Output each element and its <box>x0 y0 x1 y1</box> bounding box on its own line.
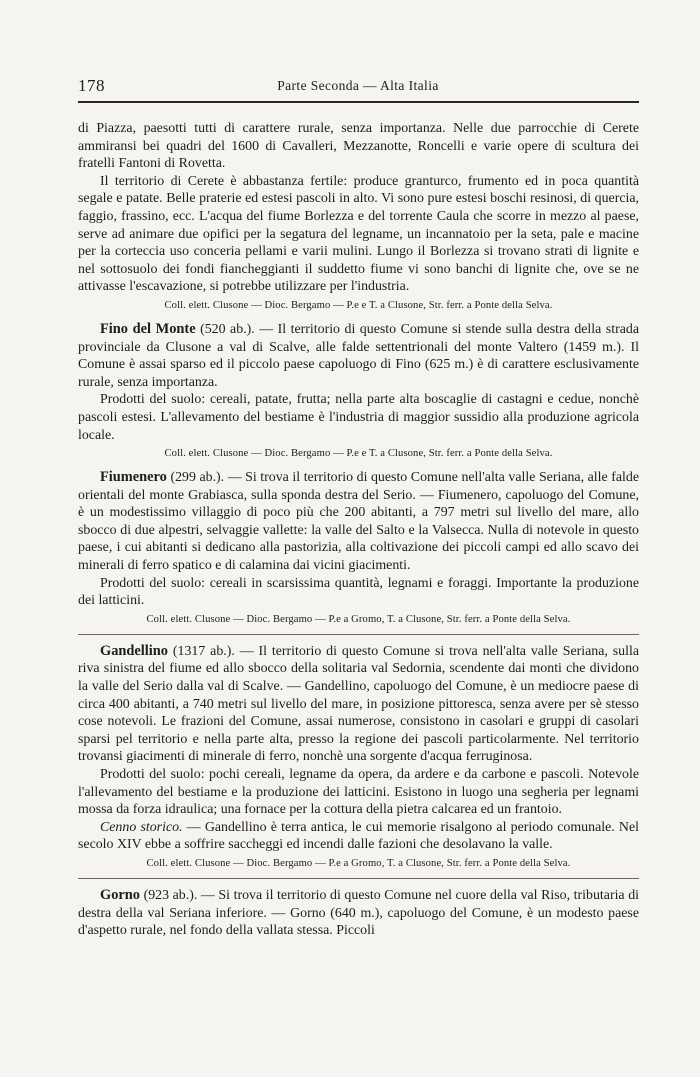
cenno-storico-text: — Gandellino è terra antica, le cui memorie risalgono al periodo comunale. Nel secolo XIV ebbe a soffrire saccheggi ed incendi dalle fazioni che desolavano la valle. <box>78 819 639 853</box>
entry-info-line: Coll. elett. Clusone — Dioc. Bergamo — P.e e T. a Clusone, Str. ferr. a Ponte della Selva. <box>164 448 553 460</box>
cenno-storico-label: Cenno storico. <box>100 819 183 835</box>
entry-gorno <box>78 887 639 940</box>
page-body <box>78 120 639 940</box>
paragraph: Il territorio di Cerete è abbastanza fertile: produce granturco, frumento ed in poca quantità segale e patate. Belle praterie ed estesi pascoli in alto. Vi sono pure estesi boschi resinosi, di quercia, faggio, frassino, ecc. L'acqua del fiume Borlezza e del torrente Caula che scorre in mezzo al paese, serve ad animare due opifici per la segatura del legname, un incannatoio per la seta, pale e macine per la corteccia uso conceria pellami e varii mulini. Lungo il Borlezza si trovano strati di lignite e nel sottosuolo dei fondi fiancheggianti il suddetto fiume vi sono banchi di lignite che, ove se ne attivasse l'escavazione, si potrebbe utilizzare per l'industria. <box>78 173 639 295</box>
entry-text: (299 ab.). — Si trova il territorio di questo Comune nell'alta valle Seriana, alle falde orientali del monte Grabiasca, sulla sponda destra del Serio. — Fiumenero, capoluogo del Comune, è un modestissimo villaggio di poco più che 200 abitanti, a 797 metri sul livello del mare, allo sbocco di due alpestri, selvaggie vallette: la valle del Salto e la Valsecca. Nulla di notevole in questo paese, i cui abitanti si dedicano alla pastorizia, alla coltivazione dei piccoli campi ed allo scavo dei minerali di ferro spatico e di calamina dai vicini giacimenti. <box>78 470 639 574</box>
entry-fiumenero <box>78 469 639 635</box>
entry-cerete-continued <box>78 120 639 313</box>
entry-text: (520 ab.). — Il territorio di questo Comune si stende sulla destra della strada provinciale da Clusone a val di Scalve, alle falde settentrionali del monte Valtero (1459 m.). Il Comune è assai sparso ed il piccolo paese capoluogo di Fino (625 m.) è di carattere esclusivamente rurale, senza importanza. <box>78 321 639 390</box>
paragraph <box>78 819 639 854</box>
paragraph: Prodotti del suolo: cereali, patate, frutta; nella parte alta boscaglie di castagni e cedue, nonchè pascoli estesi. L'allevamento del bestiame è l'industria di maggior sussidio alla produzione agricola locale. <box>78 392 639 443</box>
paragraph: Prodotti del suolo: pochi cereali, legname da opera, da ardere e da carbone e pascoli. Notevole l'allevamento del bestiame e la produzione dei latticini. Esistono in luogo una segheria per legnami mossa da forza idraulica; una fornace per la cottura della pietra calcarea ed un frantoio. <box>78 767 639 818</box>
entry-text: (1317 ab.). — Il territorio di questo Comune si trova nell'alta valle Seriana, sulla riva sinistra del fiume ed allo sbocco della solitaria val Sedornia, scendente dai monti che dividono la valle del Serio dalla val di Scalve. — Gandellino, capoluogo del Comune, è un mediocre paese di circa 400 abitanti, a 740 metri sul livello del mare, in posizione pittoresca, senza avere per sè stesso cose notevoli. Le frazioni del Comune, assai numerose, consistono in casolari e gruppi di casolari sparsi pel territorio e nella parte alta, presso la regione dei pascoli particolarmente. Nel territorio trovansi giacimenti di minerale di ferro, nonchè una sorgente d'acqua ferruginosa. <box>78 643 639 765</box>
paragraph <box>78 321 639 391</box>
paragraph <box>78 887 639 940</box>
page-number: 178 <box>78 76 105 95</box>
page-header <box>78 76 638 100</box>
entry-title: Gorno <box>100 886 140 903</box>
entry-info-line: Coll. elett. Clusone — Dioc. Bergamo — P.e e T. a Clusone, Str. ferr. a Ponte della Selva. <box>164 299 553 311</box>
entry-text: (923 ab.). — Si trova il territorio di questo Comune nel cuore della val Riso, tributaria di destra della val Seriana inferiore. — Gorno (640 m.), capoluogo del Comune, è un modesto paese d'aspetto rurale, nel fondo della vallata stessa. Piccoli <box>78 887 639 939</box>
entry-info-line: Coll. elett. Clusone — Dioc. Bergamo — P.e a Gromo, T. a Clusone, Str. ferr. a Ponte della Selva. <box>78 857 639 879</box>
entry-title: Fino del Monte <box>100 320 196 337</box>
paragraph: di Piazza, paesotti tutti di carattere rurale, senza importanza. Nelle due parrocchie di Cerete ammiransi bei quadri del 1600 di Cavalleri, Mezzanotte, Roncelli e varie opere di scultura dei fratelli Fantoni di Rovetta. <box>78 121 639 172</box>
running-title: Parte Seconda — Alta Italia <box>277 78 439 93</box>
entry-info-line: Coll. elett. Clusone — Dioc. Bergamo — P.e a Gromo, T. a Clusone, Str. ferr. a Ponte della Selva. <box>78 613 639 635</box>
entry-title: Gandellino <box>100 642 168 659</box>
header-rule <box>78 101 639 103</box>
entry-gandellino <box>78 643 639 879</box>
entry-title: Fiumenero <box>100 469 167 486</box>
entry-fino-del-monte <box>78 321 639 461</box>
paragraph <box>78 643 639 766</box>
paragraph <box>78 469 639 575</box>
paragraph: Prodotti del suolo: cereali in scarsissima quantità, legnami e foraggi. Importante la produzione dei latticini. <box>78 575 639 609</box>
